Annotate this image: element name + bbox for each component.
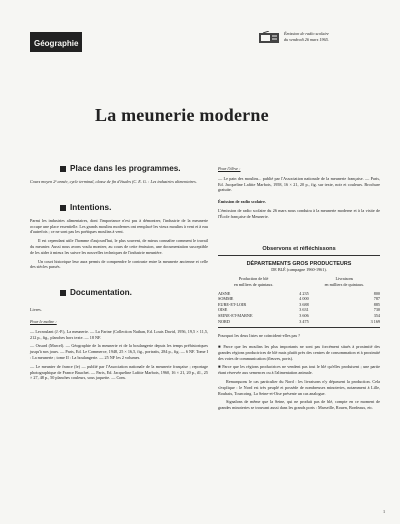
broadcast-line-1: Émission de radio scolaire	[284, 31, 329, 36]
reference-item: — Le meunier de france (le) — publié par l'Association nationale de la meunerie française ; reportage photographique de France Bauchet. — Paris, Ed. Jacqueline Lafitte Marbois, 1960, 16 × 21, 20 p., ill., 25 × 27, 48 p., 50 planches couleurs, sous jaquette. — Cons.	[30, 363, 208, 381]
eleves-label: Pour l'élève :	[218, 166, 241, 171]
col2-header-line: en milliers de quintaux.	[324, 281, 365, 287]
table-cell-dept: OISE	[218, 307, 228, 313]
table-cell-dept: NORD	[218, 318, 230, 324]
series-label: Géographie	[34, 39, 79, 48]
observation-paragraph: ■ Parce que les moulins les plus importants ne sont pas forcément situés à proximité des grandes régions productrices de blé mais plutôt près des centres de consommation et à proximité des voies de communication (fleuves, ports).	[218, 343, 380, 361]
table-row	[218, 319, 380, 325]
intentions-paragraph-1: Parmi les industries alimentaires, dont l'importance n'est pas à démontrer, l'industrie de la meunerie occupe une place essentielle. Les grands moulins modernes ont remplacé les vieux moulins à vent et à eau d'autrefois ; ce ne sont pas les poétiques moulins à vent.	[30, 217, 208, 235]
intentions-heading: Intentions.	[60, 203, 208, 212]
bullet-icon	[60, 166, 66, 172]
table-cell-prod: 3 631	[299, 307, 309, 313]
radio-icon	[258, 31, 280, 44]
table-cell-prod: 4 235	[299, 290, 309, 296]
question: Pourquoi les deux listes ne coïncident-elles pas ?	[218, 333, 300, 339]
table-cell-prod: 3 475	[299, 318, 309, 324]
eleves-text: — Le pain des moulins... publié par l'Association nationale de la meunerie française. — Paris, Ed. Jacqueline Lafitte Marbois, 1958, 16 × 21, 20 p., fig. sur texte, noir et couleurs. Brochure gratuite.	[218, 175, 380, 193]
bullet-icon	[60, 205, 66, 211]
observation-paragraph: Signalons de même que la Seine, qui ne produit pas de blé, compte en ce moment de grandes minoteries se trouvant aussi dans les grands ports : Marseille, Rouen, Bordeaux, etc.	[218, 399, 380, 411]
divider	[218, 255, 380, 256]
right-column	[218, 166, 380, 411]
page-title: La meunerie moderne	[95, 105, 269, 125]
broadcast-note	[284, 31, 394, 43]
page-number: 1	[383, 509, 386, 514]
table-cell-livr: 800	[373, 290, 380, 296]
table-cell-livr: 787	[373, 296, 380, 302]
divider	[218, 327, 380, 328]
reference-item: — Lecroulant (J.-P.), La meunerie. — La Farine (Collection Nathan, Ed. Louis David, 1956, 19,5 × 11,5, 212 p., fig., planches hors texte. — 18 NF.	[30, 328, 208, 340]
bullet-icon	[60, 290, 66, 296]
table-cell-livr: 354	[373, 312, 380, 318]
table-cell-dept: AISNE	[218, 290, 231, 296]
table-cell-livr: 3 169	[370, 318, 380, 324]
broadcast-line-2: du vendredi 26 mars 1965.	[284, 36, 329, 42]
col1-header-line: Production de blé	[238, 276, 269, 282]
table-cell-prod: 4 000	[299, 296, 309, 302]
intentions-paragraph-3: Un court historique leur aura permis de comprendre le contraste entre la meunerie ancienne et celle des siècles passés.	[30, 258, 208, 270]
place-text: Cours moyen 2ᵉ année, cycle terminal, classe de fin d'études (C. E. G. : Les industries alimentaires.	[30, 179, 197, 184]
table-cell-dept: EURE-ET-LOIR	[218, 301, 247, 307]
left-column	[30, 164, 208, 381]
wheat-table	[218, 276, 380, 324]
place-heading: Place dans les programmes.	[60, 164, 208, 173]
table-cell-prod: 3 688	[299, 301, 309, 307]
observation-paragraph: Remarquons le cas particulier du Nord : les livraisons n'y dépassent la production. Cela s'explique : le Nord est très peuplé et possède de nombreuses minoteries, notamment à Lille, Roubaix, Tourcoing. La Seine-et-Oise présente un cas analogue.	[218, 378, 380, 396]
col2-header-line: Livraisons	[335, 276, 354, 282]
documentation-heading: Documentation.	[60, 288, 208, 297]
table-cell-dept: SEINE-ET-MARNE	[218, 312, 253, 318]
observation-paragraph: ■ Parce que les régions productrices ne vendent pas tout le blé qu'elles produisent ; une partie étant réservée aux semences ou à l'alimentation animale.	[218, 364, 380, 376]
livres-label: Livres.	[30, 307, 42, 313]
col1-header-line: en milliers de quintaux.	[233, 281, 274, 287]
table-cell-dept: SOMME	[218, 296, 234, 302]
maitre-label: Pour le maître :	[30, 318, 57, 324]
emission-heading: Émission de radio scolaire.	[218, 199, 266, 205]
intentions-paragraph-2: Il est cependant utile l'homme d'aujourd'hui, le plus souvent, de mieux connaître comment le travail du meunier. Aussi nous avons voulu montrer, au cours de cette émission, une documentation susceptible de les aider à mieux les suivre les nouvelles techniques de l'industrie meunière.	[30, 238, 208, 255]
table-subtitle: DE BLÉ (campagne 1960-1961).	[271, 266, 327, 272]
reference-item: — Ossard (Marcel). — Géographie de la meunerie et de la boulangerie depuis les temps préhistoriques jusqu'à nos jours. — Paris, Ed. Le Commerce, 1948, 25 × 16,5, fig., portraits, 284 p., fig. — 6 NF. Tome I : La meunerie ; tome II : La boulangerie. — 25 NF les 2 volumes.	[30, 343, 208, 360]
observations-heading: Observons et réfléchissons	[262, 245, 336, 252]
emission-text: L'émission de radio scolaire du 26 mars nous conduira à la meunerie moderne et à la visite de l'École française de Meunerie.	[218, 207, 380, 219]
document-ref: D. C. n° 113 25-3-65.	[30, 47, 67, 52]
table-header-row	[218, 276, 380, 287]
table-cell-livr: 885	[373, 301, 380, 307]
table-cell-livr: 730	[373, 307, 380, 313]
table-cell-prod: 3 606	[299, 312, 309, 318]
table-title: DÉPARTEMENTS GROS PRODUCTEURS	[246, 260, 352, 267]
table-row	[218, 288, 380, 297]
